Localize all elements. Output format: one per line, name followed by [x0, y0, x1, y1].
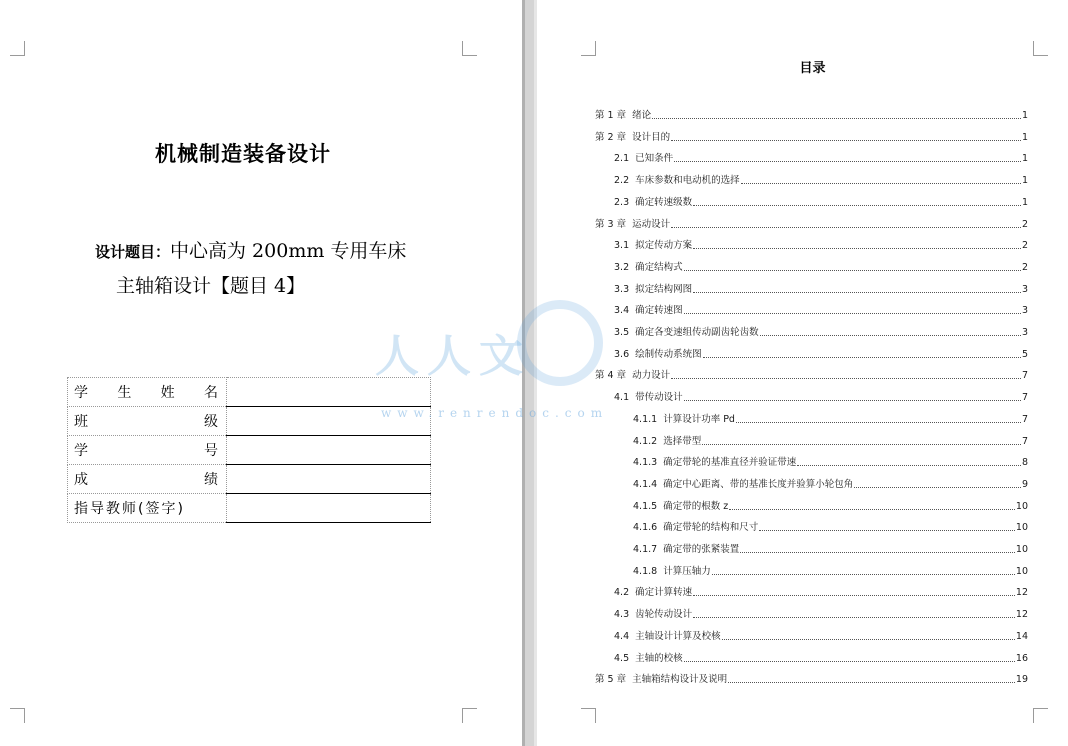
toc-entry-number: 2.1 — [614, 153, 630, 165]
toc-entry-number: 第 1 章 — [595, 110, 627, 121]
toc-entry-text: 计算设计功率 Pd — [663, 413, 735, 425]
toc-entry-number: 4.1.7 — [633, 544, 658, 555]
toc-entry[interactable] — [595, 101, 1028, 122]
toc-leader-dots — [693, 595, 1015, 596]
toc-entry-number: 3.5 — [614, 327, 630, 338]
info-row-label — [68, 465, 227, 494]
toc-leader-dots — [741, 183, 1021, 184]
toc-entry[interactable] — [633, 448, 1028, 469]
info-row-label — [68, 436, 227, 465]
toc-entry-text: 确定结构式 — [635, 261, 683, 273]
toc-title: 目录 — [799, 61, 826, 76]
toc-entry-page: 7 — [1021, 435, 1028, 447]
toc-entry-text: 确定中心距离、带的基准长度并验算小轮包角 — [663, 478, 854, 490]
info-label-char: 指导教师(签字) — [74, 501, 185, 517]
info-row — [68, 407, 431, 436]
toc-leader-dots — [693, 617, 1015, 618]
toc-entry[interactable] — [633, 535, 1028, 556]
toc-entry-text: 齿轮传动设计 — [635, 609, 693, 621]
crop-mark — [10, 708, 25, 723]
toc-entry-number: 4.1.8 — [633, 565, 658, 577]
info-row-label — [68, 407, 227, 436]
toc-entry[interactable] — [633, 492, 1028, 513]
toc-entry-text: 确定转速级数 — [635, 196, 693, 208]
info-row-value-field[interactable] — [227, 494, 431, 523]
design-topic — [95, 234, 495, 303]
toc-entry-page: 9 — [1021, 478, 1028, 490]
toc-entry[interactable] — [614, 644, 1028, 665]
info-row — [68, 378, 431, 407]
toc-entry[interactable] — [614, 318, 1028, 339]
crop-mark — [462, 708, 477, 723]
toc-leader-dots — [684, 400, 1021, 401]
student-info-table — [67, 377, 431, 523]
crop-mark — [581, 41, 596, 56]
toc-entry-text: 带传动设计 — [635, 392, 683, 404]
toc-entry[interactable] — [595, 361, 1028, 382]
toc-entry-number: 3.4 — [614, 305, 630, 317]
toc-entry-number: 4.1.3 — [633, 457, 658, 469]
toc-entry-page: 3 — [1021, 305, 1028, 317]
toc-entry-number: 4.1 — [614, 392, 630, 404]
toc-leader-dots — [652, 118, 1021, 119]
toc-entry-text: 绪论 — [632, 110, 652, 121]
toc-entry-text: 确定带的张紧装置 — [663, 544, 740, 555]
toc-entry-text: 车床参数和电动机的选择 — [635, 175, 740, 187]
toc-entry-number: 4.5 — [614, 652, 630, 664]
toc-entry-page: 10 — [1015, 544, 1028, 555]
toc-entry-number: 3.3 — [614, 283, 630, 295]
toc-entry-number: 4.1.4 — [633, 478, 658, 490]
toc-leader-dots — [797, 465, 1021, 466]
toc-leader-dots — [712, 574, 1015, 575]
toc-entry-number: 4.1.2 — [633, 435, 658, 447]
toc-entry-page: 16 — [1015, 652, 1028, 664]
toc-entry-page: 1 — [1021, 175, 1028, 187]
toc-entry-text: 已知条件 — [635, 153, 674, 165]
toc-entry-page: 3 — [1021, 283, 1028, 295]
toc-leader-dots — [854, 487, 1021, 488]
toc-leader-dots — [760, 335, 1021, 336]
topic-line-2: 主轴箱设计【题目 4】 — [116, 275, 306, 297]
toc-entry-number: 第 2 章 — [595, 131, 627, 143]
toc-entry-text: 拟定结构网图 — [635, 283, 693, 295]
toc-leader-dots — [684, 661, 1015, 662]
info-label-char: 学 — [74, 385, 90, 401]
info-row-label — [68, 378, 227, 407]
toc-entry-page: 2 — [1021, 240, 1028, 252]
toc-leader-dots — [693, 248, 1021, 249]
toc-entry-number: 第 3 章 — [595, 218, 627, 230]
toc-entry-number: 4.3 — [614, 609, 630, 621]
toc-entry-text: 确定计算转速 — [635, 587, 693, 599]
info-row — [68, 436, 431, 465]
toc-entry-text: 拟定传动方案 — [635, 240, 693, 252]
toc-entry-text: 动力设计 — [632, 370, 671, 382]
toc-entry[interactable] — [614, 340, 1028, 361]
toc-leader-dots — [759, 530, 1015, 531]
info-label-char: 名 — [203, 385, 220, 401]
toc-entry[interactable] — [614, 383, 1028, 404]
toc-entry[interactable] — [595, 123, 1028, 144]
toc-entry-page: 12 — [1015, 609, 1028, 621]
toc-entry-text: 设计目的 — [632, 131, 671, 143]
toc-entry[interactable] — [595, 210, 1028, 231]
info-label-char: 学 — [74, 443, 90, 459]
toc-entry-page: 1 — [1021, 196, 1028, 208]
toc-leader-dots — [671, 378, 1021, 379]
toc-entry-page: 1 — [1021, 153, 1028, 165]
toc-entry-page: 7 — [1021, 413, 1028, 425]
toc-entry-number: 2.2 — [614, 175, 630, 187]
toc-entry-page: 1 — [1021, 131, 1028, 143]
toc-entry[interactable] — [614, 231, 1028, 252]
toc-entry-number: 4.1.5 — [633, 500, 658, 512]
toc-entry-page: 8 — [1021, 457, 1028, 469]
toc-leader-dots — [671, 227, 1021, 228]
toc-entry-text: 确定各变速组传动副齿轮齿数 — [635, 327, 759, 338]
toc-entry-page: 7 — [1021, 370, 1028, 382]
toc-entry-page: 5 — [1021, 348, 1028, 360]
toc-leader-dots — [736, 422, 1021, 423]
toc-leader-dots — [740, 552, 1015, 553]
toc-entry-page: 2 — [1021, 218, 1028, 230]
info-label-char: 号 — [204, 443, 220, 459]
toc-entry[interactable] — [614, 296, 1028, 317]
info-label-char: 姓 — [160, 385, 177, 401]
toc-entry-page: 2 — [1021, 261, 1028, 273]
toc-entry[interactable] — [595, 665, 1028, 686]
toc-entry-text: 绘制传动系统图 — [635, 348, 702, 360]
toc-entry-text: 主轴箱结构设计及说明 — [632, 674, 728, 686]
toc-entry-page: 3 — [1021, 327, 1028, 338]
toc-entry-text: 主轴的校核 — [635, 652, 683, 664]
toc-entry-text: 确定带轮的基准直径并验证带速 — [663, 457, 797, 469]
toc-entry-text: 运动设计 — [632, 218, 671, 230]
toc-entry[interactable] — [633, 427, 1028, 448]
toc-entry-page: 19 — [1015, 674, 1028, 686]
toc-page — [537, 0, 1068, 746]
crop-mark — [1033, 41, 1048, 56]
info-row — [68, 465, 431, 494]
toc-entry-text: 确定带轮的结构和尺寸 — [663, 522, 759, 534]
crop-mark — [581, 708, 596, 723]
info-label-char: 成 — [74, 472, 90, 488]
info-label-char: 绩 — [204, 472, 220, 488]
toc-entry-number: 2.3 — [614, 196, 630, 208]
toc-entry-number: 4.2 — [614, 587, 630, 599]
toc-entry-page: 14 — [1015, 630, 1028, 642]
info-row — [68, 494, 431, 523]
toc-leader-dots — [684, 270, 1021, 271]
info-label-char: 生 — [117, 385, 134, 401]
toc-entry-number: 3.1 — [614, 240, 630, 252]
info-label-char: 班 — [74, 414, 90, 430]
toc-entry[interactable] — [614, 600, 1028, 621]
toc-entry-text: 确定带的根数 z — [663, 500, 729, 512]
toc-entry-text: 计算压轴力 — [663, 565, 711, 577]
info-row-value-field[interactable] — [227, 407, 431, 436]
cover-page — [0, 0, 522, 746]
toc-entry-number: 3.6 — [614, 348, 630, 360]
toc-entry-page: 1 — [1021, 110, 1028, 121]
toc-leader-dots — [674, 161, 1021, 162]
toc-entry[interactable] — [614, 188, 1028, 209]
watermark-brand: 人人文 — [375, 331, 531, 382]
toc-entry[interactable] — [633, 513, 1028, 534]
toc-entry-page: 7 — [1021, 392, 1028, 404]
toc-leader-dots — [693, 205, 1021, 206]
toc-entry[interactable] — [614, 144, 1028, 165]
info-row-value-field[interactable] — [227, 465, 431, 494]
toc-entry-page: 10 — [1015, 522, 1028, 534]
toc-entry[interactable] — [614, 578, 1028, 599]
toc-entry-page: 10 — [1015, 565, 1028, 577]
toc-entry-number: 3.2 — [614, 261, 630, 273]
toc-leader-dots — [671, 140, 1021, 141]
topic-line-1: 中心高为 200mm 专用车床 — [170, 240, 407, 262]
toc-entry[interactable] — [633, 557, 1028, 578]
toc-leader-dots — [729, 509, 1015, 510]
toc-leader-dots — [703, 357, 1021, 358]
crop-mark — [10, 41, 25, 56]
toc-entry-page: 10 — [1015, 500, 1028, 512]
toc-entry-number: 4.1.1 — [633, 413, 658, 425]
info-row-value-field[interactable] — [227, 378, 431, 407]
toc-entry-text: 选择带型 — [663, 435, 702, 447]
info-row-label — [68, 494, 227, 523]
toc-entry[interactable] — [614, 275, 1028, 296]
toc-entry-number: 4.4 — [614, 630, 630, 642]
crop-mark — [462, 41, 477, 56]
topic-label: 设计题目： — [95, 243, 171, 261]
toc-leader-dots — [728, 682, 1015, 683]
toc-leader-dots — [684, 313, 1021, 314]
toc-entry-number: 第 5 章 — [595, 674, 627, 686]
toc-leader-dots — [702, 444, 1021, 445]
info-label-char: 级 — [204, 414, 220, 430]
document-title: 机械制造装备设计 — [155, 142, 331, 166]
toc-leader-dots — [693, 292, 1021, 293]
toc-entry[interactable] — [614, 622, 1028, 643]
toc-entry-number: 4.1.6 — [633, 522, 658, 534]
toc-entry-number: 第 4 章 — [595, 370, 627, 382]
info-row-value-field[interactable] — [227, 436, 431, 465]
toc-leader-dots — [722, 639, 1015, 640]
toc-entry[interactable] — [633, 405, 1028, 426]
toc-entry-text: 主轴设计计算及校核 — [635, 630, 721, 642]
toc-entry[interactable] — [614, 253, 1028, 274]
gutter-shadow — [522, 0, 525, 746]
crop-mark — [1033, 708, 1048, 723]
toc-entry-page: 12 — [1015, 587, 1028, 599]
toc-entry[interactable] — [633, 470, 1028, 491]
watermark-url: www.renrendoc.com — [381, 406, 609, 420]
toc-entry-text: 确定转速图 — [635, 305, 683, 317]
toc-entry[interactable] — [614, 166, 1028, 187]
